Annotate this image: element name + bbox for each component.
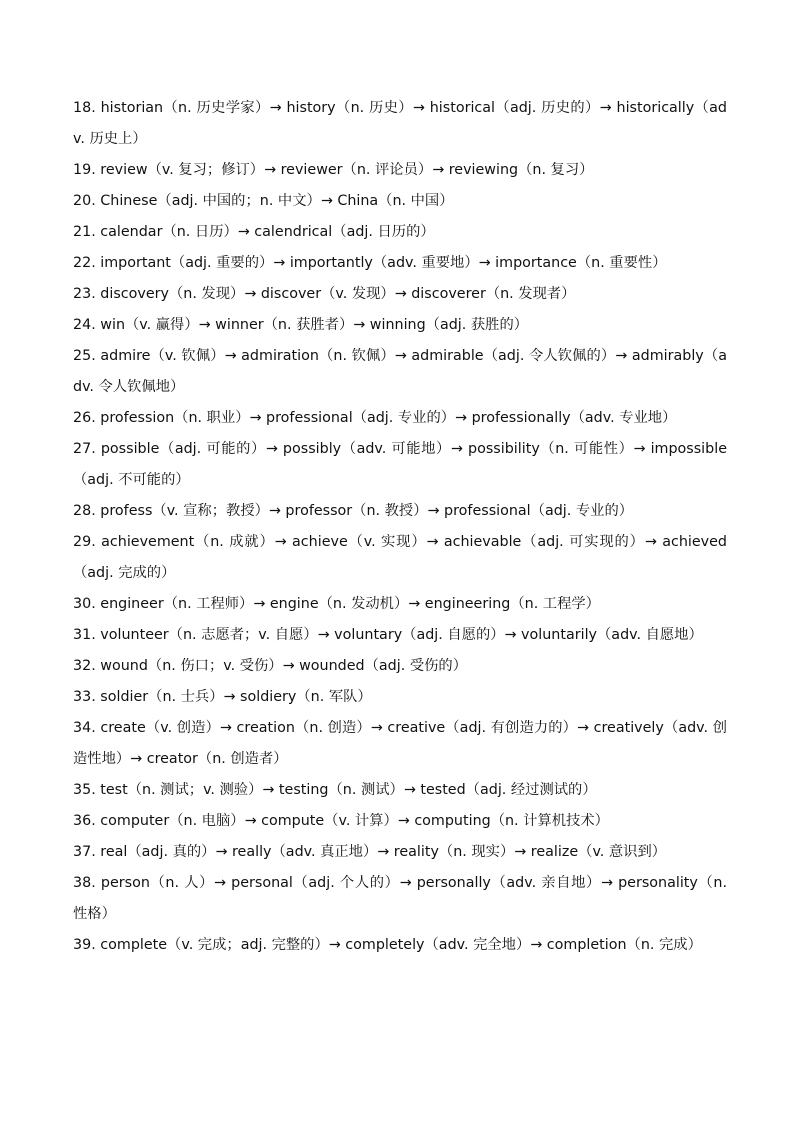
list-item: 27. possible（adj. 可能的）→ possibly（adv. 可能地）→ possibility（n. 可能性）→ impossible（adj. 不可能的） xyxy=(73,441,727,488)
list-item: 32. wound（n. 伤口；v. 受伤）→ wounded（adj. 受伤的） xyxy=(73,658,468,674)
list-item: 25. admire（v. 钦佩）→ admiration（n. 钦佩）→ admirable（adj. 令人钦佩的）→ admirably（adv. 令人钦佩地） xyxy=(73,348,727,395)
list-item: 33. soldier（n. 士兵）→ soldiery（n. 军队） xyxy=(73,689,372,705)
list-item: 18. historian（n. 历史学家）→ history（n. 历史）→ historical（adj. 历史的）→ historically（adv. 历史上） xyxy=(73,100,727,147)
list-item: 38. person（n. 人）→ personal（adj. 个人的）→ personally（adv. 亲自地）→ personality（n. 性格） xyxy=(73,875,727,922)
list-item: 30. engineer（n. 工程师）→ engine（n. 发动机）→ engineering（n. 工程学） xyxy=(73,596,600,612)
list-item: 24. win（v. 赢得）→ winner（n. 获胜者）→ winning（adj. 获胜的） xyxy=(73,317,529,333)
list-item: 35. test（n. 测试；v. 测验）→ testing（n. 测试）→ tested（adj. 经过测试的） xyxy=(73,782,597,798)
list-item: 23. discovery（n. 发现）→ discover（v. 发现）→ discoverer（n. 发现者） xyxy=(73,286,576,302)
list-item: 36. computer（n. 电脑）→ compute（v. 计算）→ computing（n. 计算机技术） xyxy=(73,813,609,829)
list-item: 39. complete（v. 完成；adj. 完整的）→ completely（adv. 完全地）→ completion（n. 完成） xyxy=(73,937,702,953)
list-item: 29. achievement（n. 成就）→ achieve（v. 实现）→ achievable（adj. 可实现的）→ achieved（adj. 完成的） xyxy=(73,534,727,581)
list-item: 34. create（v. 创造）→ creation（n. 创造）→ creative（adj. 有创造力的）→ creatively（adv. 创造性地）→ creator（n. 创造者） xyxy=(73,720,727,767)
list-item: 28. profess（v. 宣称；教授）→ professor（n. 教授）→ professional（adj. 专业的） xyxy=(73,503,634,519)
list-item: 19. review（v. 复习；修订）→ reviewer（n. 评论员）→ reviewing（n. 复习） xyxy=(73,162,594,178)
list-item: 37. real（adj. 真的）→ really（adv. 真正地）→ reality（n. 现实）→ realize（v. 意识到） xyxy=(73,844,667,860)
word-family-list xyxy=(73,93,727,961)
list-item: 20. Chinese（adj. 中国的；n. 中文）→ China（n. 中国） xyxy=(73,193,454,209)
list-item: 22. important（adj. 重要的）→ importantly（adv. 重要地）→ importance（n. 重要性） xyxy=(73,255,667,271)
list-item: 26. profession（n. 职业）→ professional（adj. 专业的）→ professionally（adv. 专业地） xyxy=(73,410,677,426)
list-item: 31. volunteer（n. 志愿者；v. 自愿）→ voluntary（adj. 自愿的）→ voluntarily（adv. 自愿地） xyxy=(73,627,703,643)
list-item: 21. calendar（n. 日历）→ calendrical（adj. 日历的） xyxy=(73,224,435,240)
